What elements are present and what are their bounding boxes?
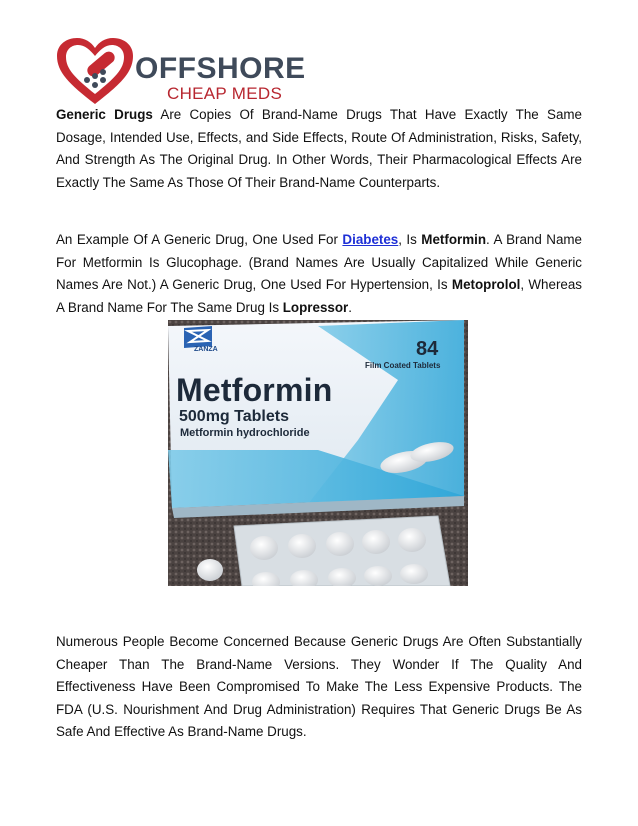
bold-metformin: Metformin bbox=[421, 232, 487, 247]
p2-text-5: . bbox=[348, 299, 352, 315]
heart-pill-icon bbox=[55, 36, 135, 108]
paragraph-example bbox=[56, 229, 582, 319]
box-tablet-count: 84 bbox=[416, 338, 439, 360]
diabetes-link[interactable]: Diabetes bbox=[342, 232, 399, 247]
box-dose: 500mg Tablets bbox=[179, 408, 289, 425]
p2-text-4: , Whereas A Brand Name For The Same Drug Is bbox=[56, 277, 582, 315]
box-chemical-name: Metformin hydrochloride bbox=[180, 427, 310, 439]
site-logo[interactable] bbox=[55, 36, 315, 108]
p1-text: Are Copies Of Brand-Name Drugs That Have Exactly The Same Dosage, Intended Use, Effects, and Side Effects, Route Of Administration, Risks, Safety, And Strength As The Original Drug. In Other Words, Their Pharmacological Effects Are Exactly The Same As Those Of Their Brand-Name Counterparts. bbox=[56, 107, 582, 190]
p2-text-2: , Is bbox=[398, 232, 422, 247]
bold-lopressor: Lopressor bbox=[282, 299, 349, 315]
metformin-box-photo bbox=[168, 320, 468, 586]
p2-text-1: An Example Of A Generic Drug, One Used For bbox=[56, 232, 343, 247]
paragraph-concerns bbox=[56, 631, 582, 744]
box-drug-name: Metformin bbox=[176, 372, 333, 408]
bold-generic-drugs: Generic Drugs bbox=[56, 107, 153, 122]
p3-text: Numerous People Become Concerned Because Generic Drugs Are Often Substantially Cheaper Than The Brand-Name Versions. They Wonder If The Quality And Effectiveness Have Been Compromised To Make The Less Expensive Products. The FDA (U.S. Nourishment And Drug Administration) Requires That Generic Drugs Be As Safe And Effective As Brand-Name Drugs. bbox=[56, 634, 582, 739]
p2-text-3: . A Brand Name For Metformin Is Glucophage. (Brand Names Are Usually Capitalized While Generic Names Are Not.) A Generic Drug, One Used For Hypertension, Is bbox=[56, 232, 582, 292]
paragraph-generic-drugs bbox=[56, 104, 582, 194]
bold-metoprolol: Metoprolol bbox=[451, 277, 521, 292]
box-film-coated: Film Coated Tablets bbox=[365, 361, 441, 370]
box-maker-label: ZANZA bbox=[194, 346, 218, 353]
logo-sub-text: CHEAP MEDS bbox=[167, 84, 283, 103]
logo-brand-text: OFFSHORE bbox=[135, 52, 306, 85]
